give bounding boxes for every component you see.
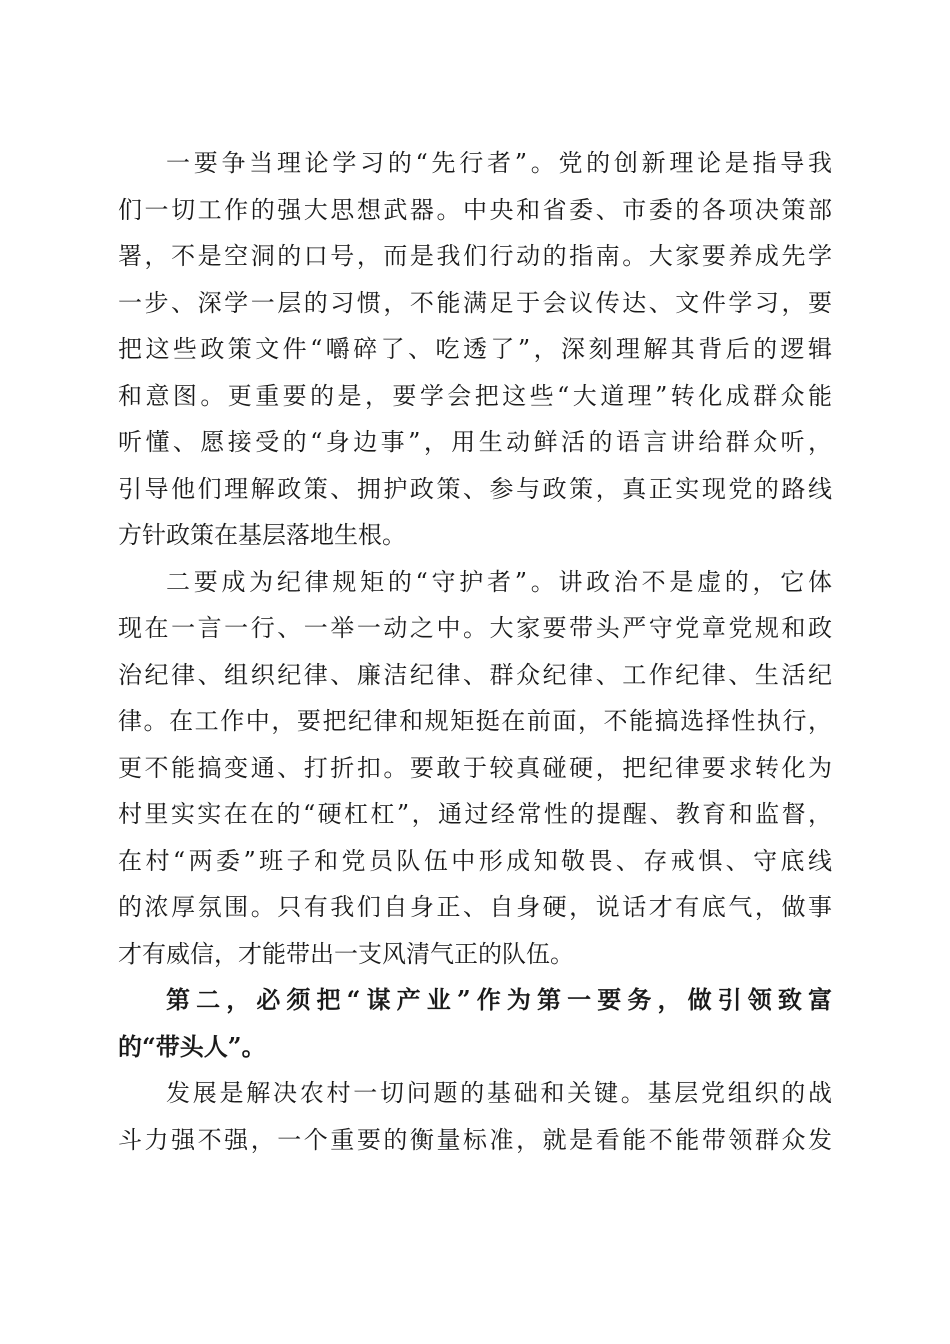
text-line: 把这些政策文件“嚼碎了、吃透了”，深刻理解其背后的逻辑 (118, 335, 832, 363)
heading-line: 第二，必须把“谋产业”作为第一要务，做引领致富 (166, 985, 832, 1014)
text-line: 二要成为纪律规矩的“守护者”。讲政治不是虚的，它体 (166, 567, 832, 596)
text-line: 发展是解决农村一切问题的基础和关键。基层党组织的战 (166, 1079, 832, 1107)
text-line: 才有威信，才能带出一支风清气正的队伍。 (118, 939, 574, 968)
text-line: 治纪律、组织纪律、廉洁纪律、群众纪律、工作纪律、生活纪 (118, 660, 832, 689)
paragraph-development (118, 1070, 832, 1163)
text-line: 们一切工作的强大思想武器。中央和省委、市委的各项决策部 (118, 195, 832, 224)
text-line: 听懂、愿接受的“身边事”，用生动鲜活的语言讲给群众听， (118, 428, 832, 456)
text-line: 律。在工作中，要把纪律和规矩挺在前面，不能搞选择性执行， (118, 707, 832, 735)
section-heading-industry (118, 977, 832, 1070)
paragraph-discipline (118, 559, 832, 978)
text-line: 在村“两委”班子和党员队伍中形成知敬畏、存戒惧、守底线 (118, 846, 832, 875)
text-line: 一步、深学一层的习惯，不能满足于会议传达、文件学习，要 (118, 288, 832, 317)
text-line: 署，不是空洞的口号，而是我们行动的指南。大家要养成先学 (118, 242, 832, 270)
text-line: 和意图。更重要的是，要学会把这些“大道理”转化成群众能 (118, 381, 832, 410)
heading-line: 的“带头人”。 (118, 1031, 266, 1061)
text-line: 现在一言一行、一举一动之中。大家要带头严守党章党规和政 (118, 614, 832, 642)
text-line: 的浓厚氛围。只有我们自身正、自身硬，说话才有底气，做事 (118, 893, 832, 921)
paragraph-theory-study (118, 140, 832, 559)
text-line: 村里实实在在的“硬杠杠”，通过经常性的提醒、教育和监督， (118, 800, 832, 828)
text-line: 斗力强不强，一个重要的衡量标准，就是看能不能带领群众发 (118, 1125, 832, 1154)
text-line: 引导他们理解政策、拥护政策、参与政策，真正实现党的路线 (118, 474, 832, 503)
text-line: 一要争当理论学习的“先行者”。党的创新理论是指导我 (166, 149, 832, 177)
document-page (118, 140, 832, 1163)
text-line: 方针政策在基层落地生根。 (118, 521, 406, 549)
text-line: 更不能搞变通、打折扣。要敢于较真碰硬，把纪律要求转化为 (118, 753, 832, 782)
